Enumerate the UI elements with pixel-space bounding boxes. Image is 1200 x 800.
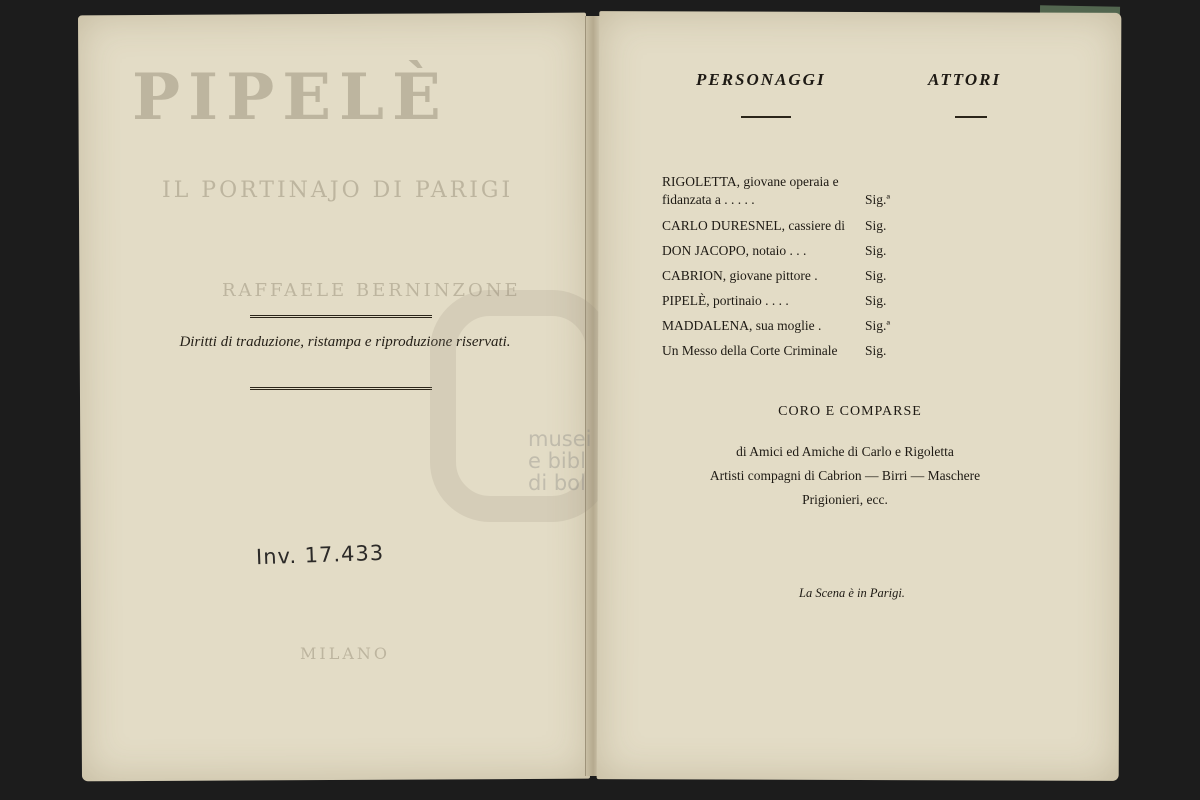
actor-sig: Sig.ª <box>865 192 891 207</box>
characters-header: PERSONAGGI <box>696 70 826 89</box>
cast-name: CARLO DURESNEL, cassiere di <box>662 218 845 233</box>
actor-sig: Sig. <box>865 293 887 308</box>
show-through-subtitle: IL PORTINAJO DI PARIGI <box>162 178 514 203</box>
show-through-title: PIPELÈ <box>132 60 449 135</box>
bottom-double-rule <box>250 387 432 390</box>
cast-name: MADDALENA, sua moglie . <box>662 318 822 333</box>
cast-row <box>662 268 912 284</box>
top-double-rule <box>250 315 432 318</box>
cast-row <box>662 318 912 334</box>
cast-name: RIGOLETTA, giovane operaia e <box>662 174 839 189</box>
actor-sig: Sig. <box>865 243 887 258</box>
actor-sig: Sig.ª <box>865 318 891 333</box>
actor-sig: Sig. <box>865 343 887 358</box>
cast-name: CABRION, giovane pittore . <box>662 268 818 283</box>
actors-underline <box>955 116 987 118</box>
inventory-note: Inv. 17.433 <box>255 540 385 570</box>
chorus-line: di Amici ed Amiche di Carlo e Rigoletta <box>736 444 954 459</box>
setting-note: La Scena è in Parigi. <box>799 586 905 600</box>
cast-name: PIPELÈ, portinaio . . . . <box>662 293 789 308</box>
actors-header: ATTORI <box>928 70 1002 89</box>
actor-sig: Sig. <box>865 218 887 233</box>
cast-row <box>662 174 912 190</box>
show-through-city: MILANO <box>300 644 390 663</box>
cast-row <box>662 243 912 259</box>
rights-notice: Diritti di traduzione, ristampa e riproduzione riservati. <box>179 334 511 350</box>
watermark-text: musei e bibl di bol <box>528 427 592 495</box>
chorus-line: Prigionieri, ecc. <box>802 492 888 507</box>
show-through-author: RAFFAELE BERNINZONE <box>222 280 521 301</box>
cast-row <box>662 218 912 234</box>
cast-row <box>662 343 912 359</box>
right-page <box>597 11 1122 781</box>
cast-name: fidanzata a . . . . . <box>662 192 755 207</box>
characters-underline <box>741 116 791 118</box>
cast-row <box>662 192 912 208</box>
cast-row <box>662 293 912 309</box>
chorus-heading: CORO E COMPARSE <box>778 404 922 419</box>
cast-name: DON JACOPO, notaio . . . <box>662 243 807 258</box>
chorus-line: Artisti compagni di Cabrion — Birri — Maschere <box>709 468 981 483</box>
cast-name: Un Messo della Corte Criminale <box>662 343 838 358</box>
actor-sig: Sig. <box>865 268 887 283</box>
